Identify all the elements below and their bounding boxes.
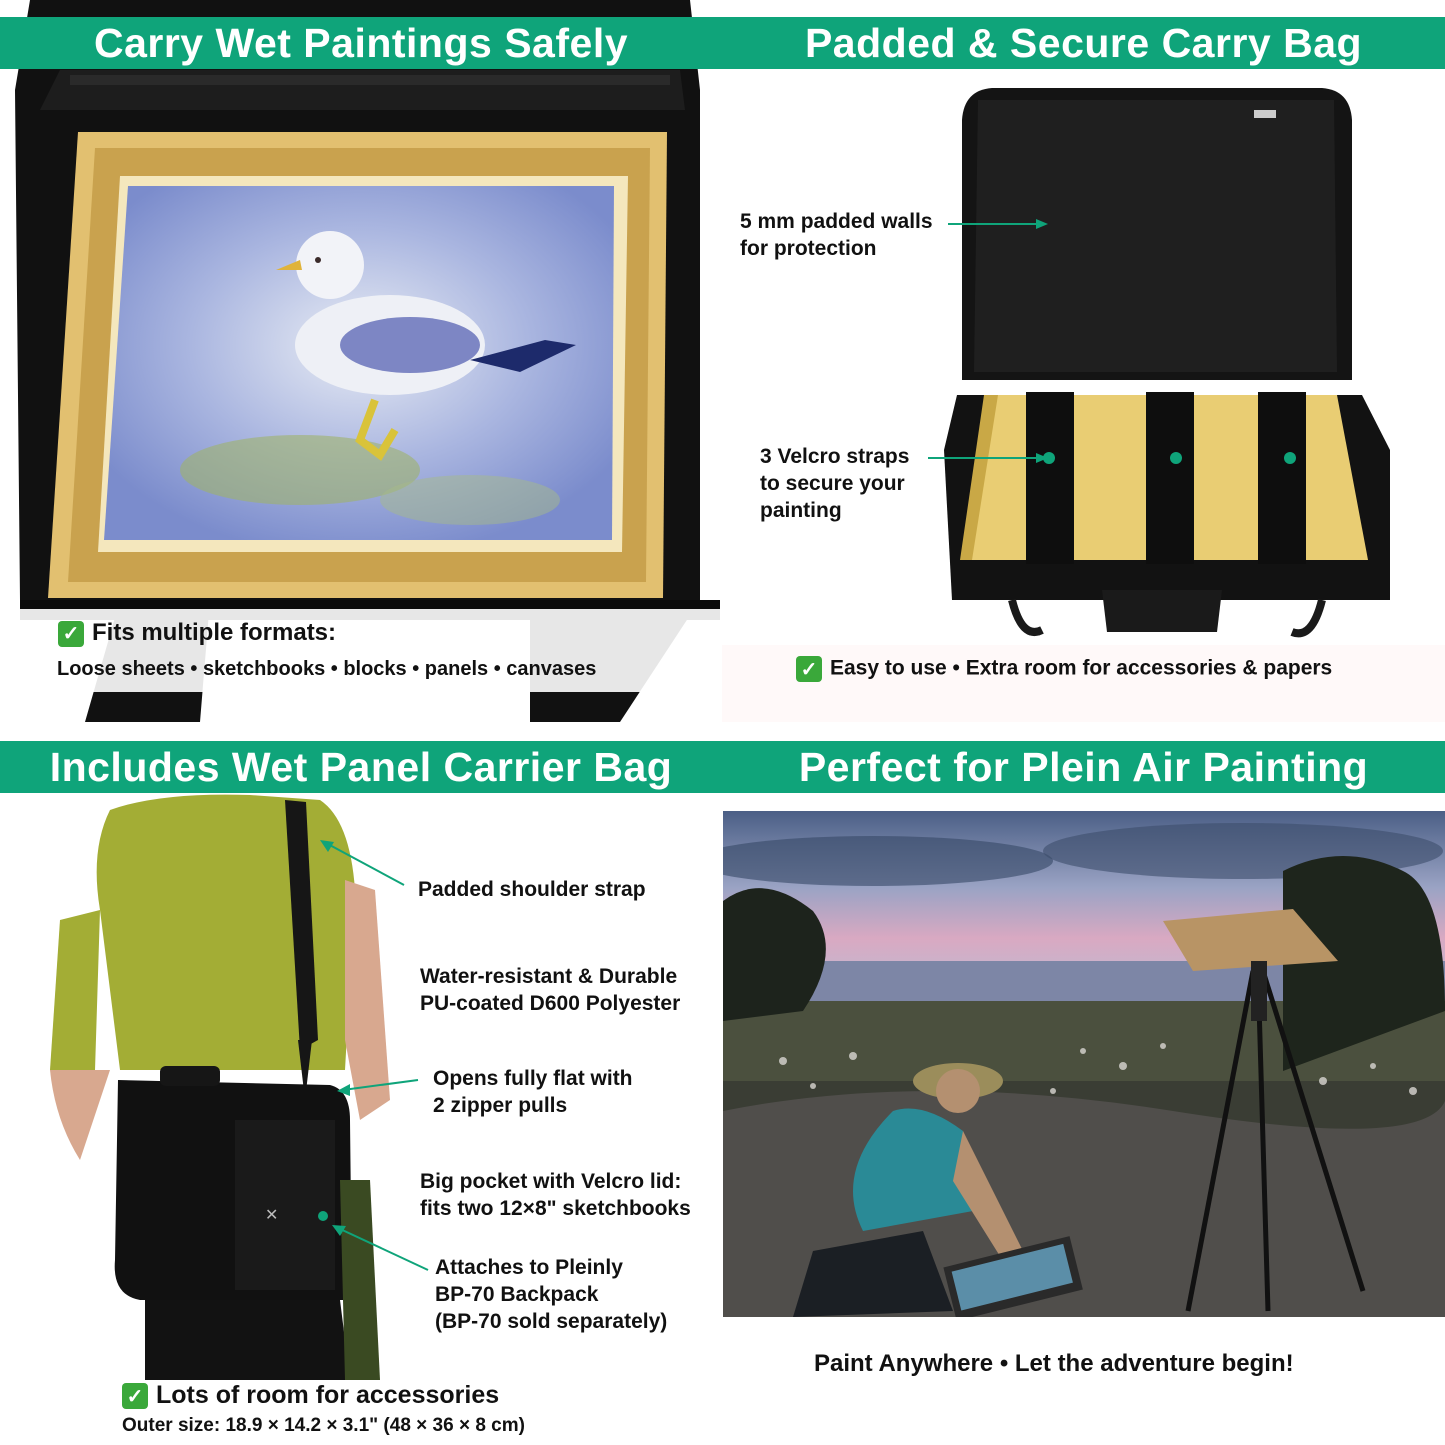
top-left-photo	[0, 0, 722, 722]
banner-title: Padded & Secure Carry Bag	[722, 17, 1445, 69]
callout-attach-line2: BP-70 Backpack	[435, 1283, 599, 1306]
feature-text: Fits multiple formats:	[92, 619, 337, 646]
feature-heading	[58, 619, 336, 647]
bottom-left-photo	[0, 740, 722, 1445]
tagline: Paint Anywhere • Let the adventure begin!	[814, 1350, 1294, 1377]
callout-dot-icon	[318, 1211, 328, 1221]
callout-attach-line1: Attaches to Pleinly	[435, 1256, 623, 1279]
callout-dot-icon	[1043, 452, 1055, 464]
banner-title: Perfect for Plein Air Painting	[722, 741, 1445, 793]
callout-straps-line2: to secure your	[760, 472, 905, 495]
callout-walls-line1: 5 mm padded walls	[740, 210, 933, 233]
check-mark-icon: ✓	[122, 1383, 148, 1409]
size-text: Outer size: 18.9 × 14.2 × 3.1" (48 × 36 × 8 cm)	[122, 1415, 525, 1436]
bottom-right-photo	[723, 811, 1445, 1317]
banner-title: Includes Wet Panel Carrier Bag	[0, 741, 722, 793]
feature-text: Lots of room for accessories	[156, 1381, 500, 1409]
callout-pocket-line2: fits two 12×8" sketchbooks	[420, 1197, 691, 1220]
banner-title: Carry Wet Paintings Safely	[0, 17, 722, 69]
callout-opens-line2: 2 zipper pulls	[433, 1094, 568, 1117]
callout-opens-line1: Opens fully flat with	[433, 1067, 633, 1090]
callout-straps-line3: painting	[760, 499, 842, 522]
top-right-photo	[722, 0, 1445, 722]
check-mark-icon: ✓	[796, 656, 822, 682]
callout-material-line1: Water-resistant & Durable	[420, 965, 678, 988]
feature-heading	[122, 1381, 499, 1410]
formats-list: Loose sheets • sketchbooks • blocks • panels • canvases	[57, 658, 597, 680]
callout-straps-line1: 3 Velcro straps	[760, 445, 910, 468]
callout-pocket-line1: Big pocket with Velcro lid:	[420, 1170, 682, 1193]
footer-text: Easy to use • Extra room for accessories & papers	[830, 656, 1333, 680]
footer-line	[796, 656, 1332, 682]
callout-dot-icon	[1170, 452, 1182, 464]
svg-text:✕: ✕	[265, 1205, 279, 1224]
callout-strap: Padded shoulder strap	[418, 878, 646, 901]
callout-attach-line3: (BP-70 sold separately)	[435, 1310, 668, 1333]
callout-material-line2: PU-coated D600 Polyester	[420, 992, 681, 1015]
check-mark-icon: ✓	[58, 621, 84, 647]
callout-dot-icon	[1284, 452, 1296, 464]
callout-walls-line2: for protection	[740, 237, 877, 260]
